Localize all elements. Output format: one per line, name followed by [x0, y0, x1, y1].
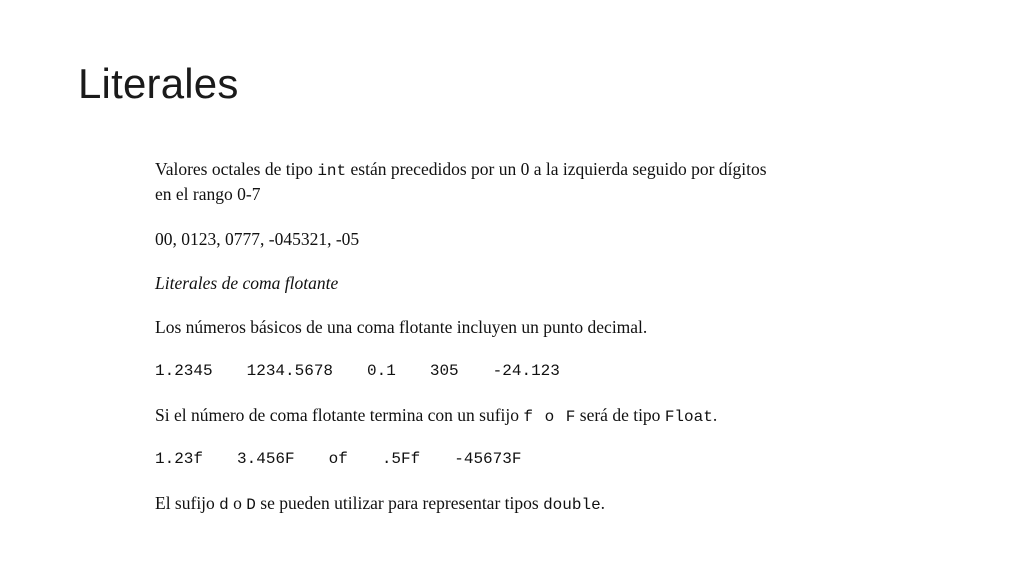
double-suffix-description	[155, 492, 605, 516]
suffix-example: of	[328, 450, 348, 468]
double-text-o: o	[233, 493, 242, 513]
float-description: Los números básicos de una coma flotante incluyen un punto decimal.	[155, 317, 648, 337]
double-text-end: .	[600, 493, 606, 513]
suffix-text-end: .	[712, 405, 718, 425]
octal-text-after: están precedidos por un 0 a la izquierda seguido por dígitos	[346, 159, 767, 179]
suffix-text-before: Si el número de coma flotante termina con un sufijo	[155, 405, 524, 425]
suffix-example: 3.456F	[237, 450, 295, 468]
suffix-example: .5Ff	[381, 450, 421, 468]
suffix-code: f o F	[523, 408, 576, 426]
float-suffix-examples	[155, 448, 521, 470]
double-type-code: double	[543, 496, 601, 514]
slide-title: Literales	[78, 60, 239, 107]
float-example: 305	[429, 362, 459, 380]
suffix-D-code: D	[246, 496, 256, 514]
double-text-middle: se pueden utilizar para representar tipos	[255, 493, 544, 513]
float-section-heading: Literales de coma flotante	[155, 273, 339, 293]
octal-description-line-2: en el rango 0-7	[155, 184, 261, 204]
octal-examples: 00, 0123, 0777, -045321, -05	[155, 229, 360, 249]
suffix-example: 1.23f	[155, 450, 204, 468]
suffix-example: -45673F	[454, 450, 522, 468]
suffix-d-code: d	[219, 496, 229, 514]
float-example: 1.2345	[155, 362, 213, 380]
float-example: 1234.5678	[246, 362, 334, 380]
suffix-text-middle: será de tipo	[575, 405, 665, 425]
float-type-code: Float	[664, 408, 713, 426]
float-suffix-description	[155, 404, 717, 428]
int-keyword: int	[317, 162, 347, 180]
float-example: -24.123	[492, 362, 560, 380]
double-text-before: El sufijo	[155, 493, 220, 513]
octal-description-line-1	[155, 158, 767, 182]
float-examples	[155, 360, 560, 382]
octal-text-before: Valores octales de tipo	[155, 159, 318, 179]
float-example: 0.1	[367, 362, 396, 380]
